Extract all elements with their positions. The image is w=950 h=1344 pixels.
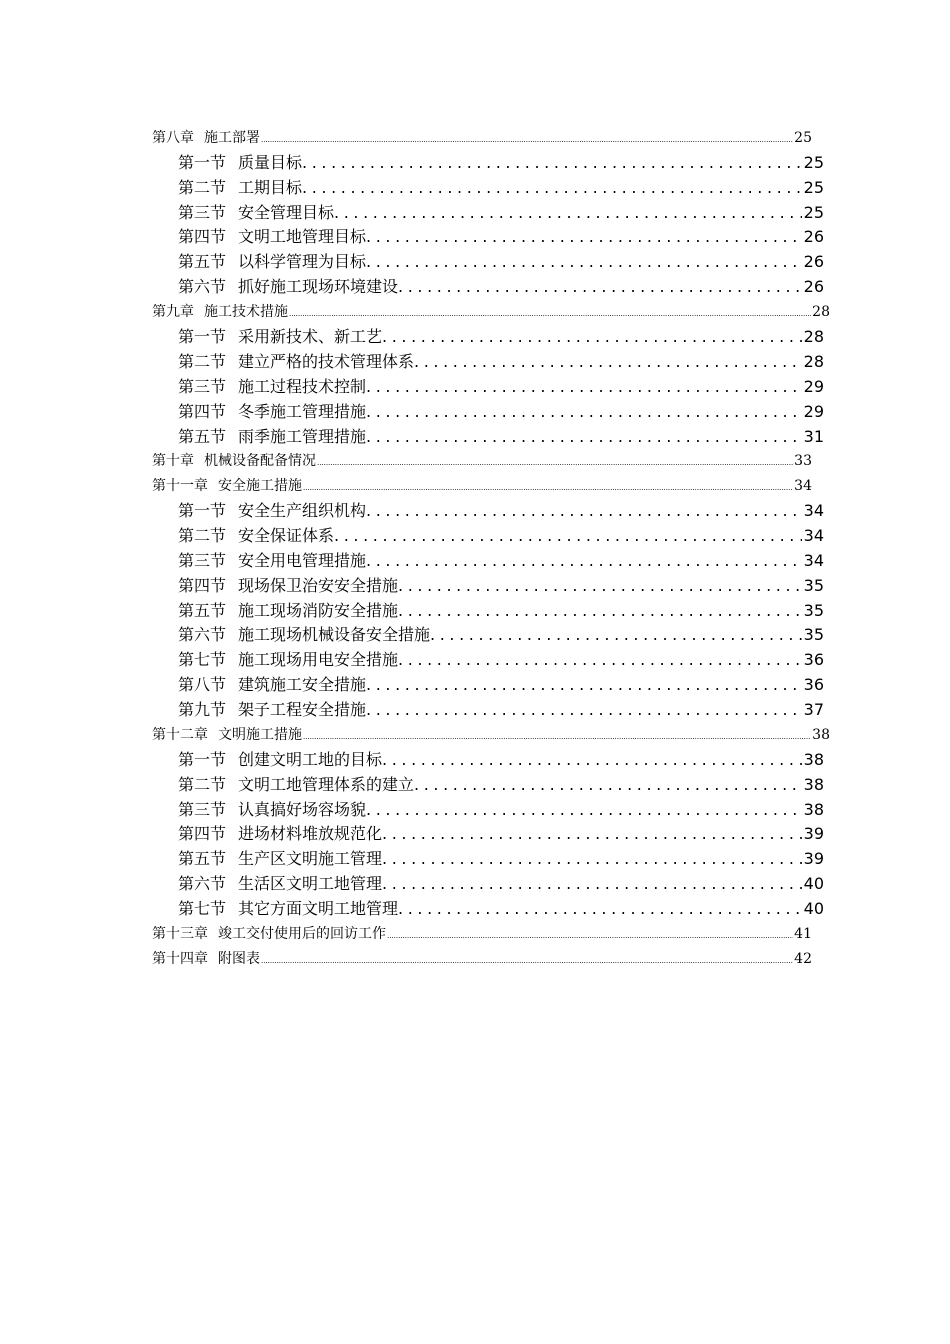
toc-dot-leader: [382, 847, 802, 872]
toc-dot-leader: [366, 798, 802, 823]
toc-entry-label: 第三节: [178, 376, 227, 396]
toc-dot-leader: [366, 425, 802, 450]
toc-chapter-entry[interactable]: [152, 126, 812, 151]
toc-section-entry[interactable]: [152, 350, 824, 375]
toc-entry-label: 第三节: [178, 202, 227, 222]
toc-page-number: 39: [803, 849, 824, 869]
toc-dot-leader: [430, 623, 802, 648]
toc-entry-title: 生活区文明工地管理: [238, 874, 383, 894]
toc-entry-title: 施工技术措施: [204, 304, 288, 321]
toc-dot-leader: [303, 476, 793, 501]
toc-entry-title: 进场材料堆放规范化: [238, 824, 383, 844]
toc-entry-title: 附图表: [218, 950, 260, 967]
toc-section-entry[interactable]: [152, 499, 824, 524]
toc-entry-label: 第一节: [178, 500, 227, 520]
toc-chapter-entry[interactable]: [152, 474, 812, 499]
toc-entry-label: 第六节: [178, 625, 227, 645]
toc-section-entry[interactable]: [152, 822, 824, 847]
toc-section-entry[interactable]: [152, 425, 824, 450]
toc-entry-label: 第一节: [178, 326, 227, 346]
toc-entry-title: 机械设备配备情况: [204, 453, 316, 470]
toc-section-entry[interactable]: [152, 250, 824, 275]
toc-section-entry[interactable]: [152, 524, 824, 549]
toc-entry-label: 第二节: [178, 177, 227, 197]
toc-dot-leader: [387, 924, 793, 949]
toc-page-number: 38: [812, 727, 830, 743]
toc-page-number: 33: [794, 453, 812, 470]
toc-entry-title: 质量目标: [238, 152, 303, 172]
toc-dot-leader: [366, 375, 802, 400]
toc-dot-leader: [289, 302, 811, 327]
toc-entry-label: 第六节: [178, 277, 227, 297]
toc-entry-label: 第二节: [178, 774, 227, 794]
toc-page-number: 26: [803, 252, 824, 272]
toc-page-number: 35: [803, 600, 824, 620]
toc-section-entry[interactable]: [152, 673, 824, 698]
toc-entry-label: 第五节: [178, 426, 227, 446]
toc-page-number: 39: [803, 824, 824, 844]
toc-chapter-entry[interactable]: [152, 449, 812, 474]
toc-entry-label: 第十四章: [152, 950, 208, 967]
toc-entry-title: 文明工地管理目标: [238, 227, 367, 247]
toc-page-number: 25: [794, 130, 812, 146]
toc-dot-leader: [334, 524, 802, 549]
toc-dot-leader: [366, 549, 802, 574]
toc-entry-label: 第五节: [178, 252, 227, 272]
toc-page-number: 29: [803, 401, 824, 421]
toc-entry-title: 架子工程安全措施: [238, 700, 367, 720]
toc-dot-leader: [382, 872, 802, 897]
toc-entry-title: 抓好施工现场环境建设: [238, 277, 399, 297]
toc-section-entry[interactable]: [152, 201, 824, 226]
toc-dot-leader: [302, 176, 802, 201]
toc-page-number: 34: [803, 500, 824, 520]
toc-entry-label: 第八节: [178, 675, 227, 695]
toc-entry-title: 采用新技术、新工艺: [238, 326, 383, 346]
toc-entry-label: 第十章: [152, 453, 194, 470]
toc-page-number: 38: [803, 774, 824, 794]
toc-entry-title: 其它方面文明工地管理: [238, 899, 399, 919]
toc-entry-label: 第六节: [178, 874, 227, 894]
toc-section-entry[interactable]: [152, 549, 824, 574]
toc-entry-label: 第四节: [178, 401, 227, 421]
toc-entry-title: 安全生产组织机构: [238, 500, 367, 520]
toc-section-entry[interactable]: [152, 400, 824, 425]
toc-entry-label: 第三节: [178, 799, 227, 819]
toc-section-entry[interactable]: [152, 375, 824, 400]
toc-section-entry[interactable]: [152, 773, 824, 798]
toc-entry-label: 第九章: [152, 304, 194, 321]
toc-entry-label: 第二节: [178, 351, 227, 371]
toc-dot-leader: [303, 725, 811, 750]
toc-chapter-entry[interactable]: [152, 300, 830, 325]
toc-entry-title: 施工现场消防安全措施: [238, 600, 399, 620]
toc-entry-label: 第一节: [178, 152, 227, 172]
toc-section-entry[interactable]: [152, 151, 824, 176]
toc-dot-leader: [398, 897, 802, 922]
toc-section-entry[interactable]: [152, 275, 824, 300]
toc-entry-label: 第一节: [178, 749, 227, 769]
toc-dot-leader: [334, 201, 802, 226]
toc-page-number: 40: [803, 899, 824, 919]
toc-page-number: 25: [803, 177, 824, 197]
toc-entry-title: 创建文明工地的目标: [238, 749, 383, 769]
toc-chapter-entry[interactable]: [152, 723, 830, 748]
toc-entry-label: 第十三章: [152, 926, 208, 943]
toc-dot-leader: [302, 151, 802, 176]
toc-page-number: 37: [803, 700, 824, 720]
toc-entry-title: 雨季施工管理措施: [238, 426, 367, 446]
toc-entry-title: 建立严格的技术管理体系: [238, 351, 415, 371]
toc-entry-label: 第三节: [178, 550, 227, 570]
toc-entry-label: 第二节: [178, 525, 227, 545]
toc-entry-label: 第四节: [178, 227, 227, 247]
table-of-contents: [152, 126, 832, 972]
toc-dot-leader: [366, 698, 802, 723]
toc-page-number: 38: [803, 799, 824, 819]
toc-section-entry[interactable]: [152, 897, 824, 922]
toc-section-entry[interactable]: [152, 574, 824, 599]
toc-page-number: 35: [803, 575, 824, 595]
toc-entry-label: 第四节: [178, 575, 227, 595]
toc-entry-label: 第五节: [178, 600, 227, 620]
toc-dot-leader: [398, 648, 802, 673]
toc-page-number: 28: [803, 326, 824, 346]
toc-page-number: 29: [803, 376, 824, 396]
toc-dot-leader: [366, 499, 802, 524]
toc-dot-leader: [398, 599, 802, 624]
toc-chapter-entry[interactable]: [152, 922, 812, 947]
toc-page-number: 34: [803, 550, 824, 570]
toc-page-number: 36: [803, 650, 824, 670]
toc-dot-leader: [382, 822, 802, 847]
toc-entry-title: 安全保证体系: [238, 525, 335, 545]
toc-entry-title: 生产区文明施工管理: [238, 849, 383, 869]
toc-entry-title: 以科学管理为目标: [238, 252, 367, 272]
toc-entry-title: 安全用电管理措施: [238, 550, 367, 570]
toc-entry-title: 现场保卫治安安全措施: [238, 575, 399, 595]
toc-page-number: 25: [803, 152, 824, 172]
toc-section-entry[interactable]: [152, 847, 824, 872]
toc-entry-label: 第十一章: [152, 478, 208, 495]
toc-entry-label: 第八章: [152, 130, 194, 146]
toc-entry-title: 冬季施工管理措施: [238, 401, 367, 421]
toc-dot-leader: [366, 400, 802, 425]
toc-dot-leader: [317, 451, 793, 476]
toc-chapter-entry[interactable]: [152, 947, 812, 972]
toc-entry-label: 第五节: [178, 849, 227, 869]
toc-entry-title: 文明施工措施: [218, 727, 302, 743]
toc-entry-title: 认真搞好场容场貌: [238, 799, 367, 819]
toc-page-number: 28: [803, 351, 824, 371]
toc-entry-title: 施工现场机械设备安全措施: [238, 625, 431, 645]
toc-dot-leader: [366, 225, 802, 250]
toc-section-entry[interactable]: [152, 225, 824, 250]
toc-entry-title: 建筑施工安全措施: [238, 675, 367, 695]
toc-section-entry[interactable]: [152, 648, 824, 673]
toc-page-number: 34: [803, 525, 824, 545]
toc-dot-leader: [261, 128, 793, 153]
toc-entry-label: 第七节: [178, 650, 227, 670]
toc-section-entry[interactable]: [152, 325, 824, 350]
toc-page-number: 31: [803, 426, 824, 446]
toc-entry-title: 文明工地管理体系的建立: [238, 774, 415, 794]
toc-page-number: 42: [794, 950, 812, 967]
toc-entry-title: 施工部署: [204, 130, 260, 146]
toc-page-number: 34: [794, 478, 812, 495]
toc-dot-leader: [382, 748, 802, 773]
toc-section-entry[interactable]: [152, 176, 824, 201]
toc-entry-title: 施工过程技术控制: [238, 376, 367, 396]
toc-section-entry[interactable]: [152, 698, 824, 723]
toc-dot-leader: [414, 773, 802, 798]
toc-dot-leader: [398, 574, 802, 599]
toc-dot-leader: [398, 275, 802, 300]
toc-entry-title: 工期目标: [238, 177, 303, 197]
toc-section-entry[interactable]: [152, 623, 824, 648]
toc-section-entry[interactable]: [152, 798, 824, 823]
toc-page-number: 38: [803, 749, 824, 769]
toc-dot-leader: [382, 325, 802, 350]
toc-page-number: 26: [803, 227, 824, 247]
toc-entry-label: 第七节: [178, 899, 227, 919]
toc-entry-label: 第十二章: [152, 727, 208, 743]
toc-entry-title: 安全管理目标: [238, 202, 335, 222]
toc-page-number: 36: [803, 675, 824, 695]
toc-page-number: 28: [812, 304, 830, 321]
toc-dot-leader: [261, 949, 793, 974]
toc-section-entry[interactable]: [152, 599, 824, 624]
toc-dot-leader: [414, 350, 802, 375]
toc-section-entry[interactable]: [152, 872, 824, 897]
toc-dot-leader: [366, 673, 802, 698]
toc-entry-title: 安全施工措施: [218, 478, 302, 495]
toc-entry-label: 第四节: [178, 824, 227, 844]
toc-page-number: 41: [794, 926, 812, 943]
toc-entry-title: 竣工交付使用后的回访工作: [218, 926, 386, 943]
toc-page-number: 25: [803, 202, 824, 222]
toc-entry-label: 第九节: [178, 700, 227, 720]
toc-dot-leader: [366, 250, 802, 275]
toc-page-number: 26: [803, 277, 824, 297]
toc-entry-title: 施工现场用电安全措施: [238, 650, 399, 670]
toc-page-number: 40: [803, 874, 824, 894]
toc-section-entry[interactable]: [152, 748, 824, 773]
toc-page-number: 35: [803, 625, 824, 645]
